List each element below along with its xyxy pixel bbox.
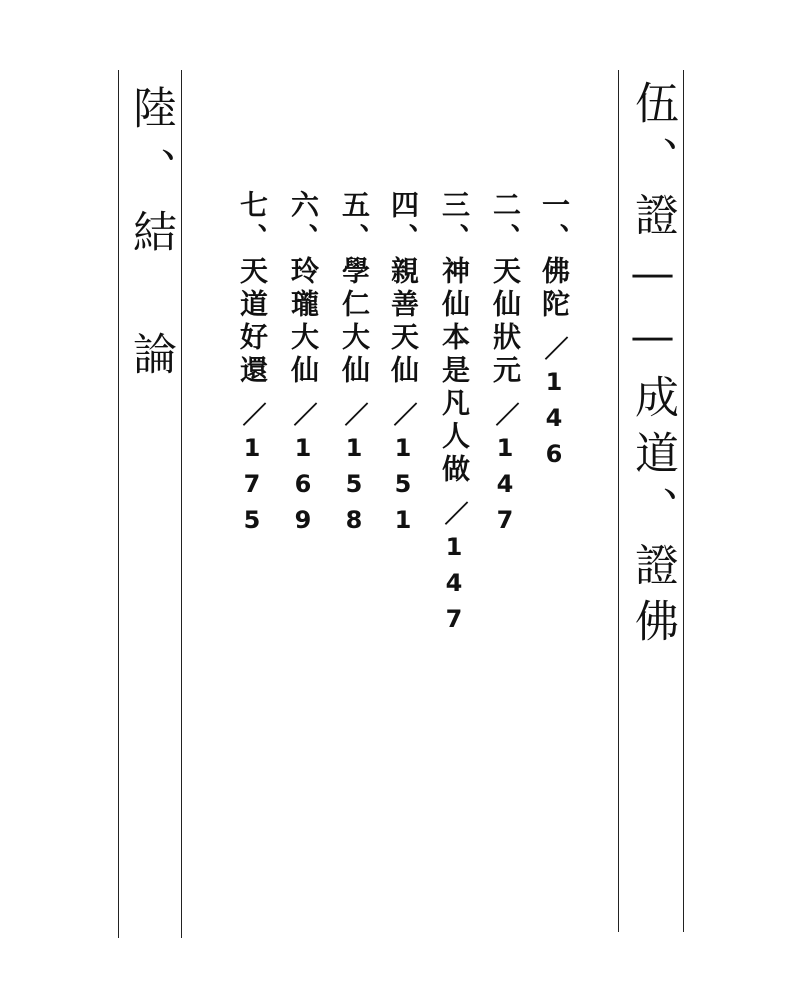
toc-entry-page: ／146 bbox=[540, 336, 568, 476]
left-inner-rule bbox=[181, 70, 182, 938]
toc-entry-title: 七、天道好還 bbox=[236, 190, 269, 388]
toc-entry-title: 六、玲瓏大仙 bbox=[287, 190, 320, 388]
right-inner-rule bbox=[618, 70, 619, 932]
toc-entry-2[interactable] bbox=[489, 190, 522, 542]
toc-entry-page: ／147 bbox=[440, 501, 468, 641]
toc-entry-title: 三、神仙本是凡人做 bbox=[438, 190, 471, 487]
toc-entry-title: 二、天仙狀元 bbox=[489, 190, 522, 388]
section-six-heading-part1: 陸、結 bbox=[125, 85, 176, 271]
left-outer-rule bbox=[118, 70, 119, 938]
toc-entry-5[interactable] bbox=[338, 190, 371, 542]
toc-entry-1[interactable] bbox=[538, 190, 571, 476]
toc-entry-page: ／158 bbox=[340, 402, 368, 542]
toc-entry-page: ／175 bbox=[238, 402, 266, 542]
toc-entry-title: 五、學仁大仙 bbox=[338, 190, 371, 388]
right-outer-rule bbox=[683, 70, 684, 932]
toc-entry-6[interactable] bbox=[287, 190, 320, 542]
toc-entry-7[interactable] bbox=[236, 190, 269, 542]
toc-entry-title: 四、親善天仙 bbox=[387, 190, 420, 388]
toc-entry-page: ／169 bbox=[289, 402, 317, 542]
section-six-heading bbox=[125, 85, 176, 393]
toc-entry-title: 一、佛陀 bbox=[538, 190, 571, 322]
toc-entry-page: ／151 bbox=[389, 402, 417, 542]
section-six-heading-part2: 論 bbox=[125, 331, 176, 393]
toc-entry-3[interactable] bbox=[438, 190, 471, 641]
toc-entry-page: ／147 bbox=[491, 402, 519, 542]
toc-entry-4[interactable] bbox=[387, 190, 420, 542]
section-five-heading: 伍、證——成道、證佛 bbox=[627, 80, 678, 654]
